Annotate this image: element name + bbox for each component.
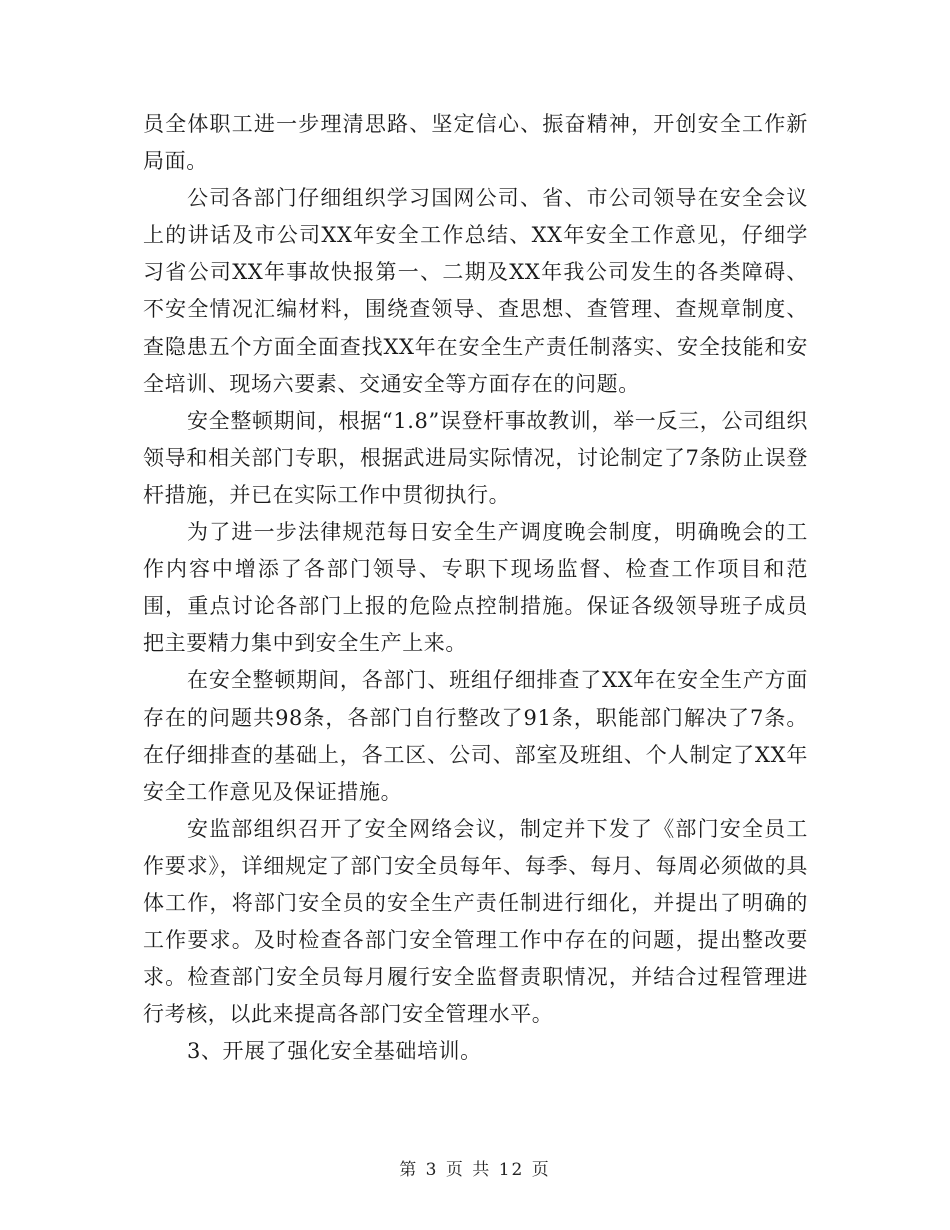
paragraph-evening-meeting-system: 为了进一步法律规范每日安全生产调度晚会制度，明确晚会的工作内容中增添了各部门领导、专职下现场监督、检查工作项目和范围，重点讨论各部门上报的危险点控制措施。保证各级领导班子成员把主要精力集中到安全生产上来。: [143, 520, 808, 656]
document-body: [143, 106, 808, 1070]
paragraph-continuation: 员全体职工进一步理清思路、坚定信心、振奋精神，开创安全工作新局面。: [143, 112, 808, 174]
paragraph-section-heading: 3、开展了强化安全基础培训。: [187, 1039, 482, 1064]
paragraph-study-meetings: 公司各部门仔细组织学习国网公司、省、市公司领导在安全会议上的讲话及市公司XX年安全工作总结、XX年安全工作意见，仔细学习省公司XX年事故快报第一、二期及XX年我公司发生的各类障碍、不安全情况汇编材料，围绕查领导、查思想、查管理、查规章制度、查隐患五个方面全面查找XX年在安全生产责任制落实、安全技能和安全培训、现场六要素、交通安全等方面存在的问题。: [143, 186, 808, 396]
page-number-footer: 第 3 页 共 12 页: [399, 1160, 551, 1180]
paragraph-pole-climbing-measures: 安全整顿期间，根据“1.8”误登杆事故教训，举一反三，公司组织领导和相关部门专职，根据武进局实际情况，讨论制定了7条防止误登杆措施，并已在实际工作中贯彻执行。: [143, 408, 808, 507]
paragraph-safety-network-meeting: 安监部组织召开了安全网络会议，制定并下发了《部门安全员工作要求》，详细规定了部门安全员每年、每季、每月、每周必须做的具体工作，将部门安全员的安全生产责任制进行细化，并提出了明确的工作要求。及时检查各部门安全管理工作中存在的问题，提出整改要求。检查部门安全员每月履行安全监督责职情况，并结合过程管理进行考核，以此来提高各部门安全管理水平。: [143, 816, 808, 1027]
paragraph-issue-inspection: 在安全整顿期间，各部门、班组仔细排查了XX年在安全生产方面存在的问题共98条，各部门自行整改了91条，职能部门解决了7条。在仔细排查的基础上，各工区、公司、部室及班组、个人制定了XX年安全工作意见及保证措施。: [143, 668, 808, 804]
